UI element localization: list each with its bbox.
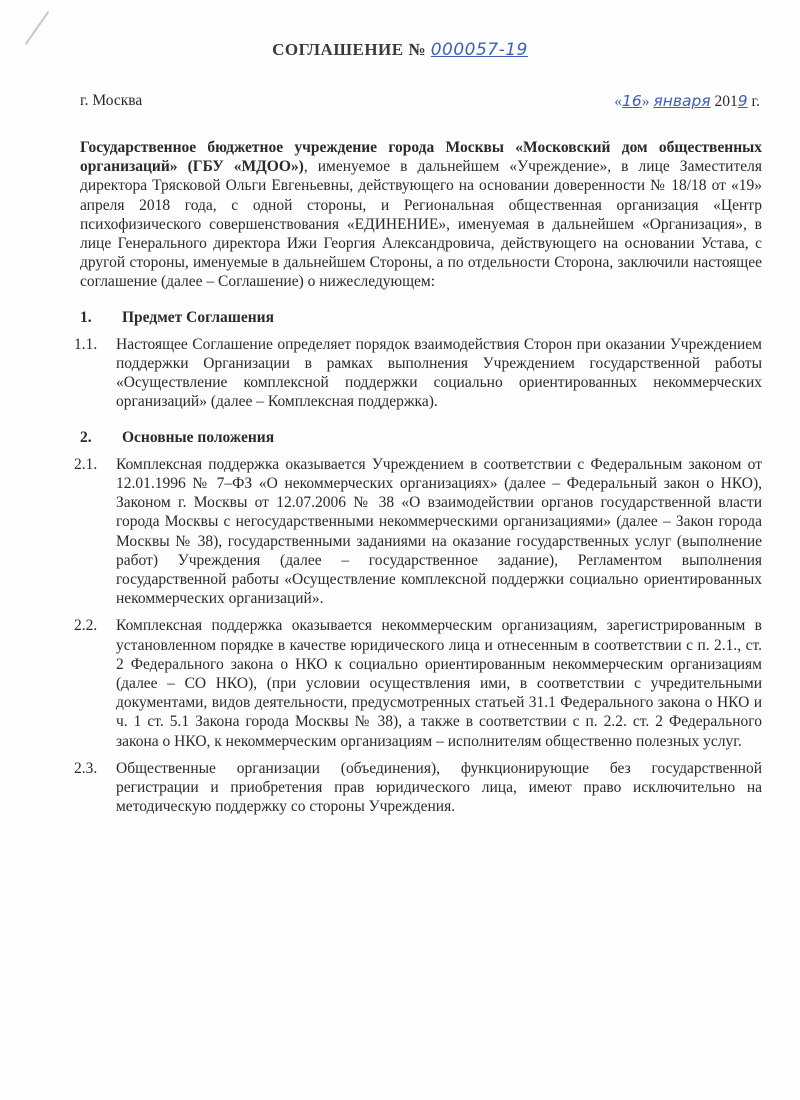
clause-number: 2.3.	[74, 759, 98, 777]
year-suffix: г.	[751, 93, 760, 110]
handwritten-agreement-number: 000057-19	[430, 40, 528, 60]
clause-number: 2.1.	[74, 455, 98, 473]
clause-text: Общественные организации (объединения), функционирующие без государственной регистрации и приобретения прав юридического лица, имеют право исключительно на методическую поддержку со стороны Учреждения.	[116, 759, 762, 816]
clause-number: 2.2.	[74, 617, 98, 635]
clause-text: Комплексная поддержка оказывается Учреждением в соответствии с Федеральным законом от 12.01.1996 № 7–ФЗ «О некоммерческих организациях» (далее – Федеральный закон о НКО), Законом г. Москвы от 12.07.2006 № 38 «О взаимодействии органов государственной власти города Москвы с негосударственными некоммерческими организациями» (далее – Закон города Москвы № 38), государственными заданиями на оказание государственных услуг (выполнение работ) Учреждения (далее – государственное задание), Регламентом выполнения государственной работы «Осуществление комплексной поддержки социально ориентированных некоммерческих организаций».	[116, 455, 762, 608]
clause	[74, 759, 762, 817]
document-title	[0, 40, 800, 60]
section-number: 1.	[80, 308, 92, 326]
agreement-date: «16» января 2019 г.	[614, 92, 760, 110]
clause-number: 1.1.	[74, 335, 98, 353]
clause	[74, 335, 762, 412]
city: г. Москва	[80, 92, 143, 109]
section-heading	[80, 428, 762, 447]
document-body	[74, 138, 762, 825]
year-prefix: 201	[714, 93, 738, 110]
preamble-paragraph	[80, 138, 762, 292]
clause-text: Комплексная поддержка оказывается некоммерческим организациям, зарегистрированным в установленном порядке в качестве юридического лица и отнесенным в соответствии с п. 2.1., ст. 2 Федерального закона о НКО к социально ориентированным некоммерческим организациям (далее – СО НКО), (при условии осуществления ими, в соответствии с учредительными документами, видов деятельности, предусмотренных статьей 31.1 Федерального закона о НКО и ч. 1 ст. 5.1 Закона города Москвы № 38), а также в соответствии с п. 2.2. ст. 2 Федерального закона о НКО, к некоммерческим организациям – исполнителям общественно полезных услуг.	[116, 617, 762, 750]
section-title: Предмет Соглашения	[122, 308, 274, 326]
title-prefix: СОГЛАШЕНИЕ №	[272, 40, 426, 59]
preamble-text: , именуемое в дальнейшем «Учреждение», в лице Заместителя директора Трясковой Ольги Евгеньевны, действующего на основании доверенности № 18/18 от «19» апреля 2018 года, с одной стороны, и Региональная общественная организация «Центр психофизического совершенствования «ЕДИНЕНИЕ», именуемая в дальнейшем «Организация», в лице Генерального директора Ижи Георгия Александровича, действующего на основании Устава, с другой стороны, именуемые в дальнейшем Стороны, а по отдельности Сторона, заключили настоящее соглашение (далее – Соглашение) о нижеследующем:	[80, 158, 762, 291]
handwritten-month: января	[653, 92, 711, 110]
clause	[74, 616, 762, 750]
section-heading	[80, 308, 762, 327]
clause	[74, 455, 762, 609]
handwritten-day: 16	[622, 92, 642, 110]
clause-text: Настоящее Соглашение определяет порядок взаимодействия Сторон при оказании Учреждением поддержки Организации в рамках выполнения Учреждением государственной работы «Осуществление комплексной поддержки социально ориентированных некоммерческих организаций» (далее – Комплексная поддержка).	[116, 335, 762, 411]
section-title: Основные положения	[122, 428, 275, 446]
section-number: 2.	[80, 428, 92, 446]
handwritten-year-digit: 9	[737, 92, 748, 110]
preamble-bold: Государственное бюджетное учреждение города Москвы «Московский дом общественных организаций» (ГБУ «МДОО»)	[80, 139, 762, 176]
